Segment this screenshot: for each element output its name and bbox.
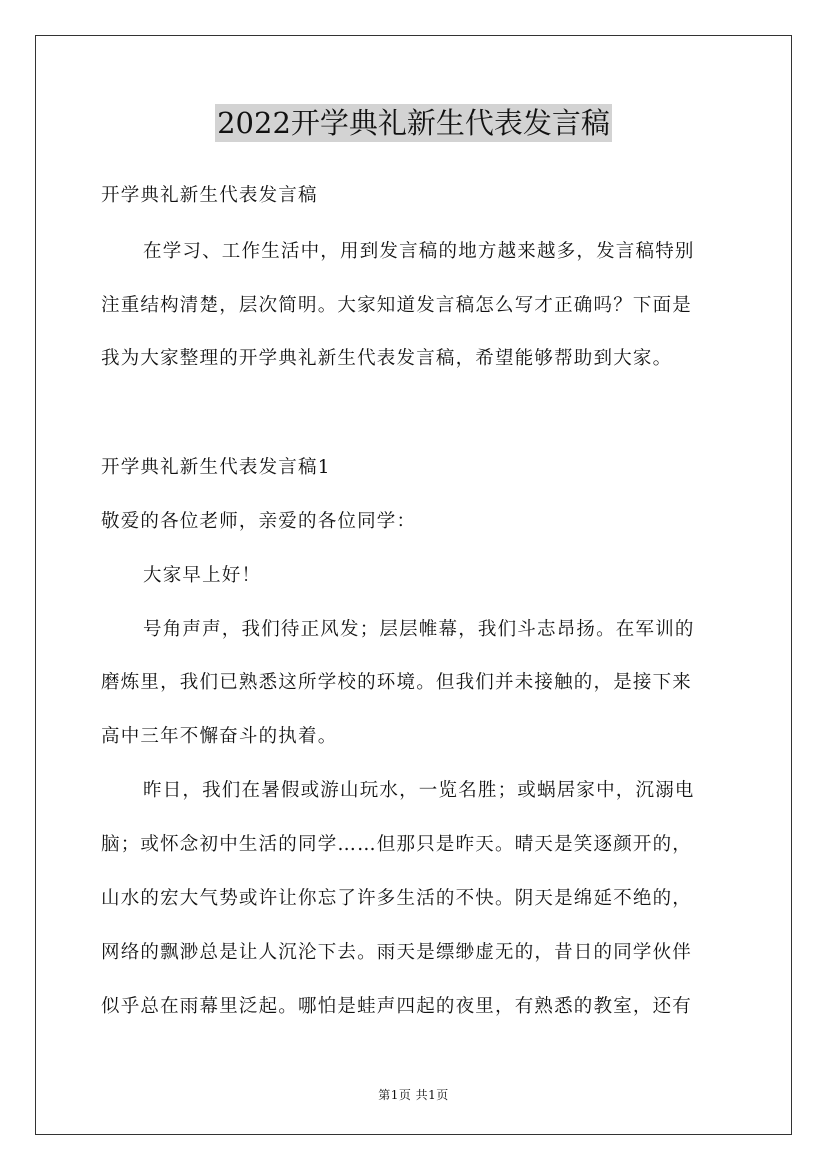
para1-line-3: 高中三年不懈奋斗的执着。 xyxy=(101,726,338,747)
page-number-footer: 第1页 共1页 xyxy=(378,1088,449,1102)
intro-line-2: 注重结构清楚，层次简明。大家知道发言稿怎么写才正确吗？下面是 xyxy=(101,295,693,316)
section-heading: 开学典礼新生代表发言稿1 xyxy=(101,457,331,478)
para1-line-2: 磨炼里，我们已熟悉这所学校的环境。但我们并未接触的，是接下来 xyxy=(101,672,693,693)
para2-line-1: 昨日，我们在暑假或游山玩水，一览名胜；或蜗居家中，沉溺电 xyxy=(143,780,695,801)
intro-line-3: 我为大家整理的开学典礼新生代表发言稿，希望能够帮助到大家。 xyxy=(101,348,673,369)
document-title-text: 2022开学典礼新生代表发言稿 xyxy=(217,106,610,140)
intro-line-1: 在学习、工作生活中，用到发言稿的地方越来越多，发言稿特别 xyxy=(143,241,695,262)
para2-line-4: 网络的飘渺总是让人沉沦下去。雨天是缥缈虚无的，昔日的同学伙伴 xyxy=(101,942,693,963)
salutation: 敬爱的各位老师，亲爱的各位同学： xyxy=(101,511,417,532)
document-title xyxy=(0,104,827,142)
para1-line-1: 号角声声，我们待正风发；层层帷幕，我们斗志昂扬。在军训的 xyxy=(143,619,695,640)
para2-line-3: 山水的宏大气势或许让你忘了许多生活的不快。阴天是绵延不绝的， xyxy=(101,888,693,909)
intro-heading: 开学典礼新生代表发言稿 xyxy=(101,185,318,206)
greeting: 大家早上好！ xyxy=(143,565,262,586)
para2-line-5: 似乎总在雨幕里泛起。哪怕是蛙声四起的夜里，有熟悉的教室，还有 xyxy=(101,996,693,1017)
para2-line-2: 脑；或怀念初中生活的同学……但那只是昨天。晴天是笑逐颜开的， xyxy=(101,834,693,855)
